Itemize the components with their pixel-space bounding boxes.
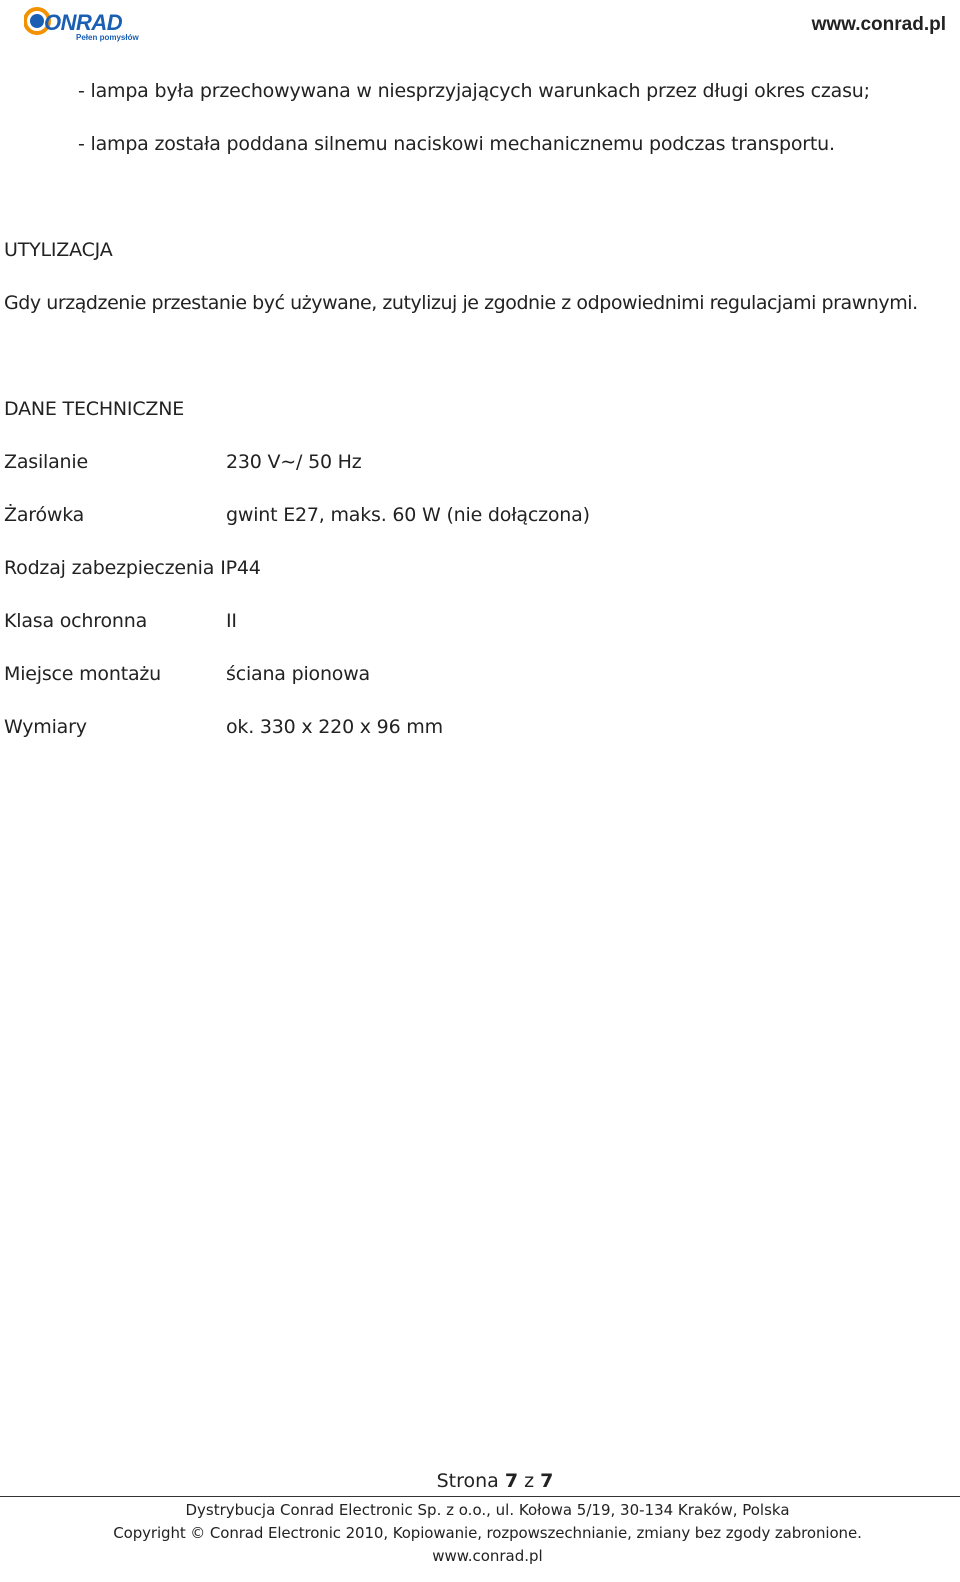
spec-label: Miejsce montażu	[4, 663, 161, 685]
spec-row-dimensions	[4, 716, 904, 742]
spec-row-bulb	[4, 504, 904, 530]
page-current: 7	[504, 1470, 519, 1492]
spec-label: Zasilanie	[4, 451, 88, 473]
spec-label: Klasa ochronna	[4, 610, 148, 632]
spec-value: gwint E27, maks. 60 W (nie dołączona)	[226, 504, 590, 526]
footer-url[interactable]: www.conrad.pl	[432, 1547, 543, 1565]
disposal-heading: UTYLIZACJA	[4, 239, 113, 261]
spec-value: ściana pionowa	[226, 663, 371, 685]
bullet-item: - lampa została poddana silnemu naciskowi mechanicznemu podczas transportu.	[78, 133, 835, 155]
header-url[interactable]: www.conrad.pl	[811, 14, 946, 35]
page-total: 7	[540, 1470, 554, 1492]
spec-value: 230 V∼/ 50 Hz	[226, 451, 362, 473]
footer-distribution: Dystrybucja Conrad Electronic Sp. z o.o., ul. Kołowa 5/19, 30-134 Kraków, Polska	[185, 1501, 790, 1519]
footer-copyright: Copyright © Conrad Electronic 2010, Kopiowanie, rozpowszechnianie, zmiany bez zgody zabronione.	[113, 1524, 862, 1542]
page-number	[0, 1470, 960, 1492]
spec-label: Wymiary	[4, 716, 87, 738]
footer-divider	[0, 1496, 960, 1497]
page-prefix: Strona	[436, 1470, 505, 1492]
tech-data-heading: DANE TECHNICZNE	[4, 398, 185, 420]
conrad-logo	[24, 6, 142, 42]
spec-row-protection	[4, 557, 904, 583]
spec-label: Rodzaj zabezpieczenia	[4, 557, 215, 579]
conrad-logo-icon	[24, 6, 142, 42]
page-separator: z	[518, 1470, 541, 1492]
spec-row-mounting	[4, 663, 904, 689]
spec-value: II	[226, 610, 237, 632]
bullet-item: - lampa była przechowywana w niesprzyjających warunkach przez długi okres czasu;	[78, 80, 870, 102]
spec-row-class	[4, 610, 904, 636]
spec-row-power	[4, 451, 904, 477]
spec-value: IP44	[220, 557, 261, 579]
svg-text:Pełen pomysłów: Pełen pomysłów	[76, 33, 139, 42]
spec-value: ok. 330 x 220 x 96 mm	[226, 716, 443, 738]
disposal-paragraph: Gdy urządzenie przestanie być używane, zutylizuj je zgodnie z odpowiednimi regulacjami prawnymi.	[4, 292, 918, 314]
page-header	[0, 0, 960, 50]
spec-label: Żarówka	[4, 504, 85, 526]
svg-text:ONRAD: ONRAD	[44, 10, 123, 35]
